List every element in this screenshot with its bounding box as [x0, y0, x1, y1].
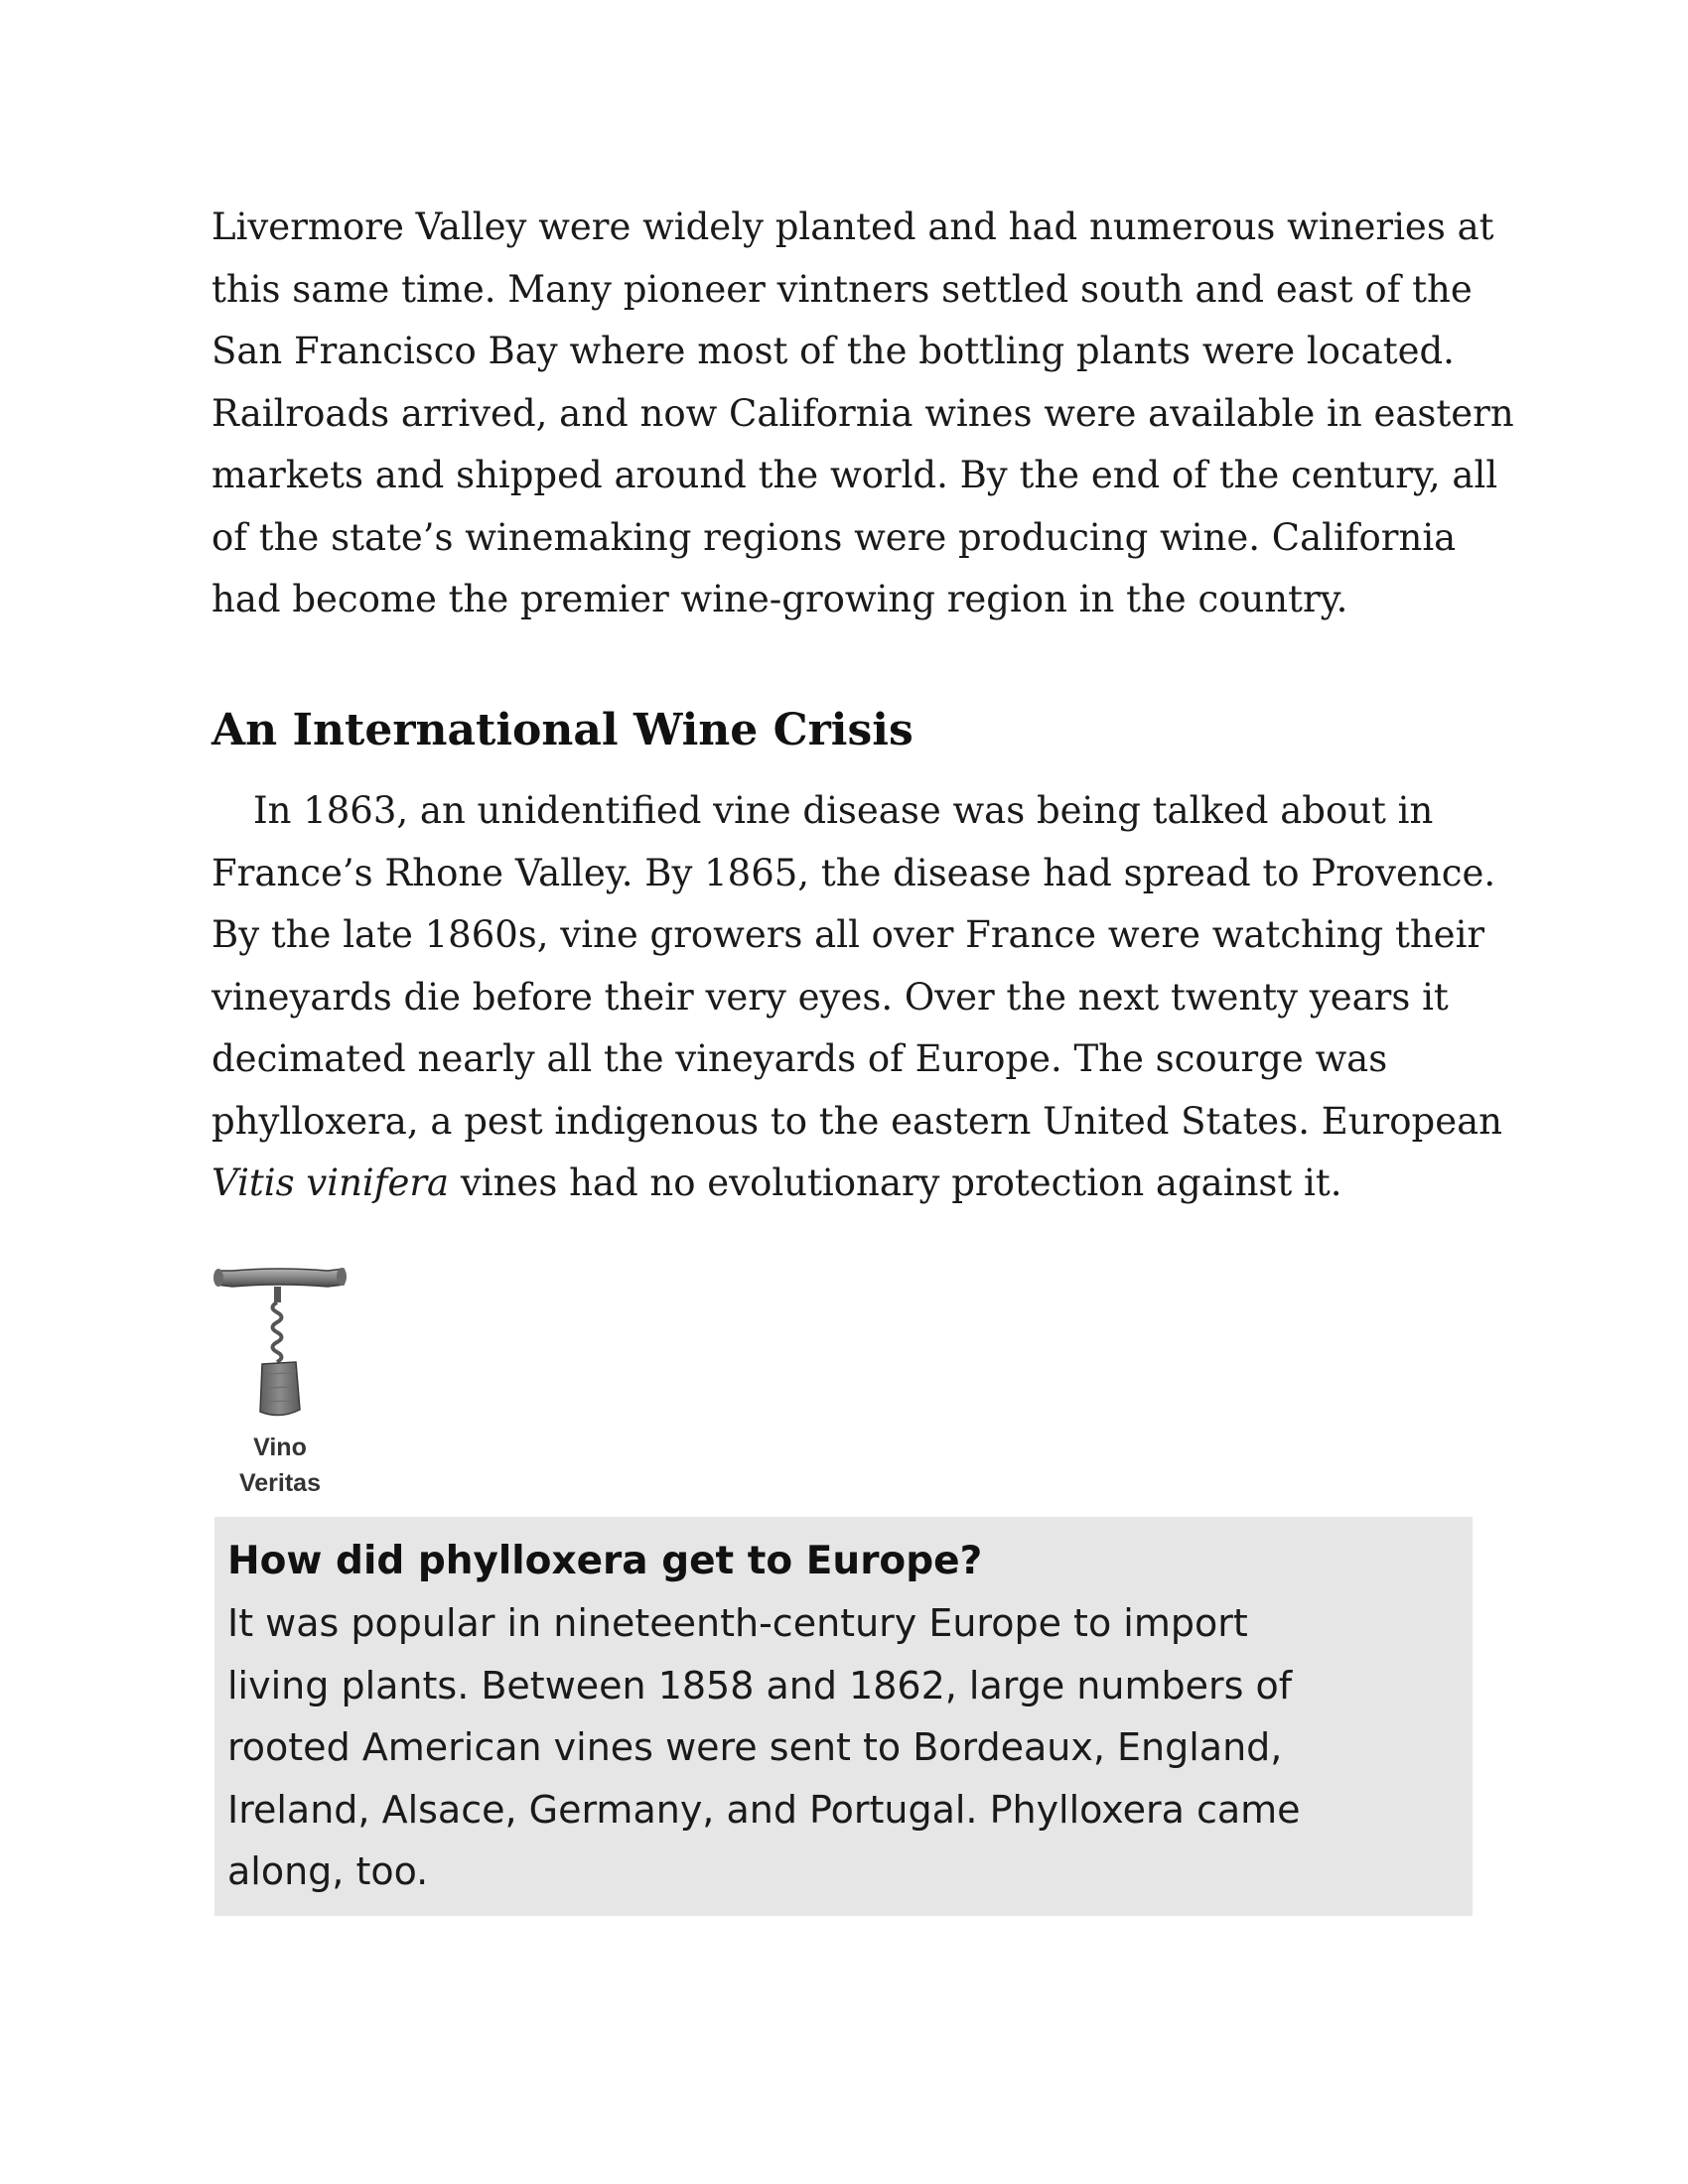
- sidebar-line: along, too.: [227, 1849, 429, 1893]
- paragraph-california-wine: [211, 197, 1514, 631]
- text-line: [211, 1153, 1492, 1215]
- text-line: vineyards die before their very eyes. Over the next twenty years it: [211, 975, 1449, 1019]
- text-line: this same time. Many pioneer vintners settled south and east of the: [211, 267, 1473, 311]
- text-line: had become the premier wine-growing region in the country.: [211, 578, 1348, 620]
- text-line: decimated nearly all the vineyards of Europe. The scourge was: [211, 1037, 1388, 1080]
- sidebar-line: rooted American vines were sent to Bordeaux, England,: [227, 1725, 1283, 1769]
- text-line: San Francisco Bay where most of the bottling plants were located.: [211, 330, 1455, 372]
- text-line: In 1863, an unidentified vine disease was being talked about in: [253, 789, 1434, 832]
- paragraph-wine-crisis: [211, 780, 1502, 1215]
- section-heading: An International Wine Crisis: [211, 705, 914, 755]
- sidebar-body: [227, 1592, 1459, 1903]
- logo-text-veritas: Veritas: [238, 1469, 321, 1497]
- sidebar-line: living plants. Between 1858 and 1862, large numbers of: [227, 1663, 1293, 1707]
- text-line-rest: vines had no evolutionary protection against it.: [449, 1161, 1342, 1204]
- sidebar-title: How did phylloxera get to Europe?: [227, 1539, 983, 1583]
- italic-species-name: Vitis vinifera: [211, 1161, 450, 1204]
- text-line: By the late 1860s, vine growers all over France were watching their: [211, 913, 1485, 956]
- logo-text-vino: Vino: [253, 1433, 307, 1461]
- sidebar-line: It was popular in nineteenth-century Europe to import: [227, 1601, 1248, 1645]
- text-line: of the state’s winemaking regions were producing wine. California: [211, 515, 1457, 559]
- text-line: phylloxera, a pest indigenous to the eastern United States. European: [211, 1099, 1502, 1143]
- sidebar-line: Ireland, Alsace, Germany, and Portugal. Phylloxera came: [227, 1787, 1301, 1832]
- text-line: markets and shipped around the world. By the end of the century, all: [211, 454, 1498, 496]
- vino-veritas-logo: [211, 1263, 350, 1501]
- text-line: Railroads arrived, and now California wines were available in eastern: [211, 391, 1514, 435]
- text-line: France’s Rhone Valley. By 1865, the disease had spread to Provence.: [211, 851, 1496, 894]
- text-line: Livermore Valley were widely planted and had numerous wineries at: [211, 205, 1494, 248]
- corkscrew-icon: [211, 1263, 350, 1432]
